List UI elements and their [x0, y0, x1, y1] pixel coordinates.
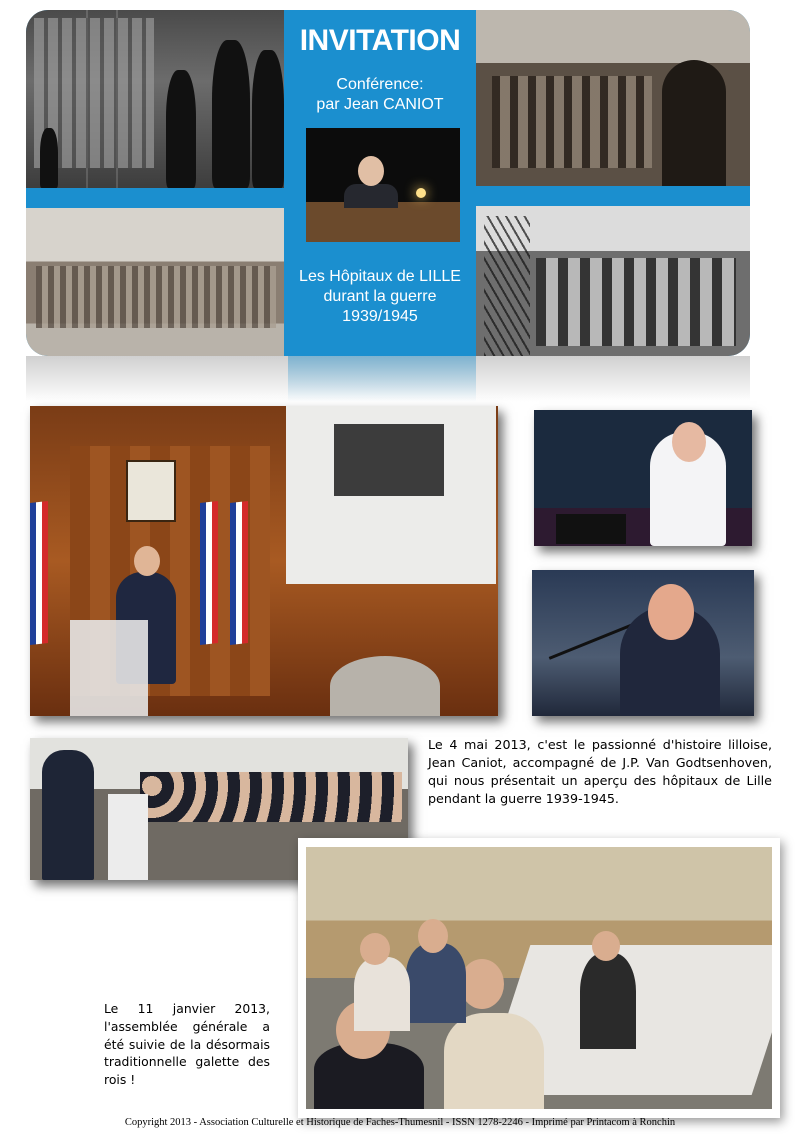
invitation-banner	[26, 10, 750, 356]
banner-photo-soldiers	[26, 10, 284, 188]
speaker-photo	[306, 128, 460, 242]
photo-galette-des-rois	[306, 847, 772, 1109]
banner-photo-hospital-entrance	[476, 10, 750, 186]
conference-subject-line-2: durant la guerre	[323, 288, 437, 305]
footer-copyright: Copyright 2013 - Association Culturelle et Historique de Faches-Thumesnil - ISSN 1278-2246 - Imprimé par Printacom à Ronchin	[124, 1117, 676, 1128]
assembly-description: Le 11 janvier 2013, l'assemblée générale a été suivie de la désormais traditionnelle galette des rois !	[104, 1001, 270, 1088]
photo-listener	[534, 410, 752, 546]
banner-photo-hospital-facade	[476, 206, 750, 356]
photo-conference-hall	[30, 406, 498, 716]
conference-subject-line-3: 1939/1945	[342, 308, 418, 325]
photo-frame-galette	[298, 838, 780, 1118]
event-description: Le 4 mai 2013, c'est le passionné d'histoire lilloise, Jean Caniot, accompagné de J.P. Van Godtsenhoven, qui nous présentait un aperçu des hôpitaux de Lille pendant la guerre 1939-1945.	[428, 737, 772, 806]
banner-photo-hospital-building	[26, 208, 284, 356]
photo-speaker-closeup	[532, 570, 754, 716]
conference-subject-line-1: Les Hôpitaux de LILLE	[299, 268, 461, 285]
conference-label: Conférence:	[336, 76, 424, 93]
invitation-title: INVITATION	[299, 24, 461, 57]
conference-speaker: par Jean CANIOT	[316, 96, 444, 113]
banner-reflection	[26, 356, 750, 402]
